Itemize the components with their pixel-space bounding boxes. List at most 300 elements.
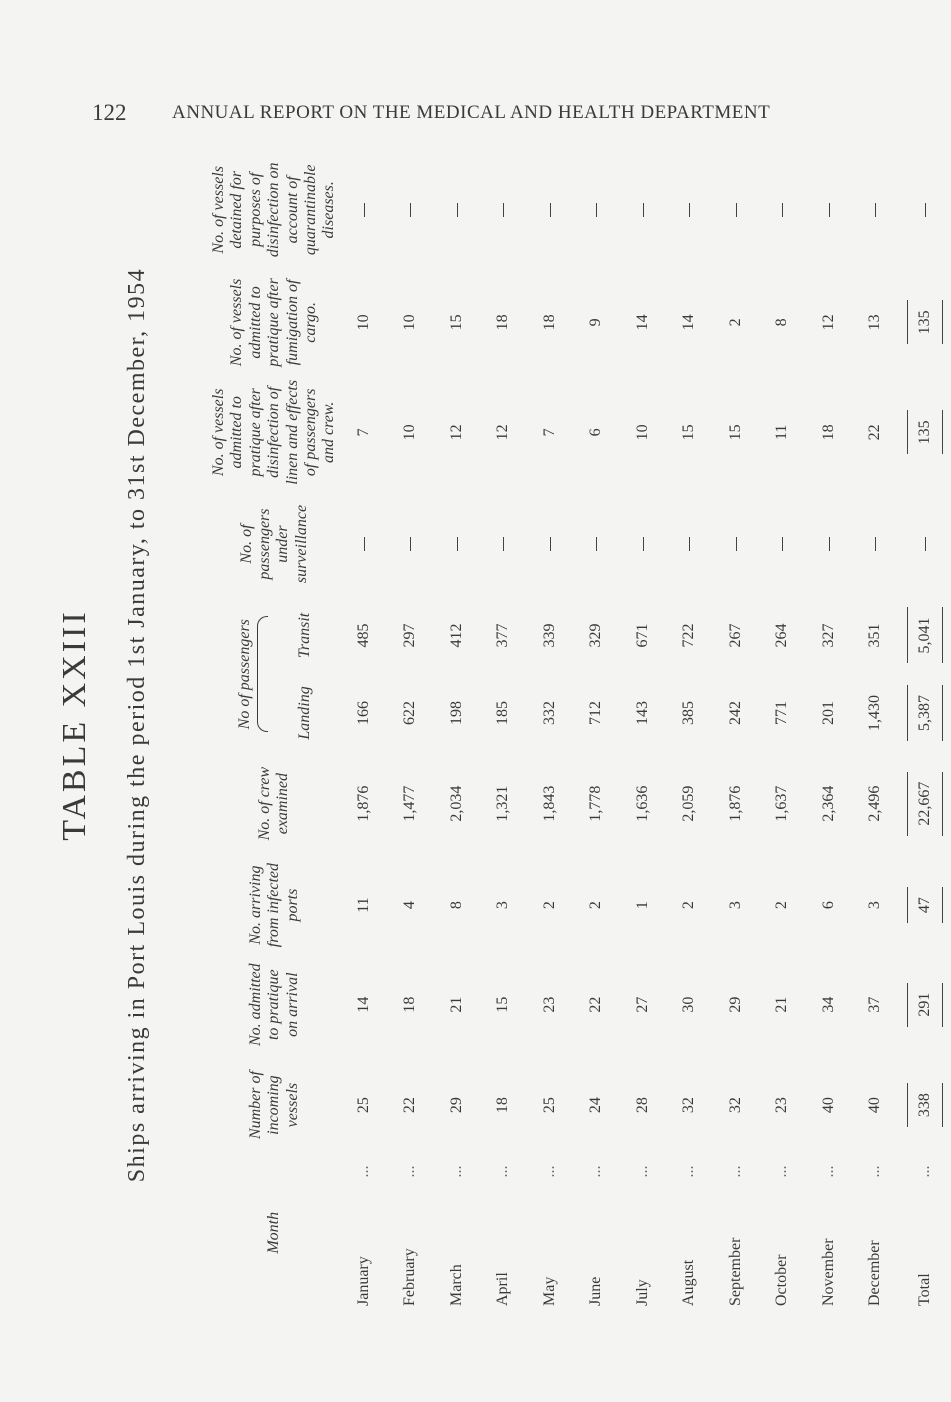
empty-cell-dash [759,491,806,596]
dash-mark [925,203,926,217]
transit-cell [573,597,620,675]
transit-cell [852,597,899,675]
dash-mark [689,537,690,551]
pratique-value: 18 [401,996,419,1013]
disinfection-value: 6 [587,428,605,437]
leader-dots: ... [401,1165,419,1178]
header-brace [257,616,268,732]
fumigation-value: 135 [907,300,943,344]
incoming-value: 25 [540,1097,558,1114]
crew-value: 1,636 [633,785,651,822]
empty-cell-dash [480,148,527,272]
table-row [573,148,620,1310]
running-header: ANNUAL REPORT ON THE MEDICAL AND HEALTH DEPARTMENT [172,102,771,123]
disinfection-value: 10 [401,424,419,441]
empty-cell-dash [387,148,434,272]
dash-mark [689,203,690,217]
disinfection-cell [899,373,951,491]
transit-value: 722 [680,623,698,648]
incoming-cell [759,1055,806,1156]
crew-cell [573,752,620,856]
fumigation-value: 13 [866,314,884,331]
header-detained: No. of vessels detained for purposes of disinfection on account of quarantinable diseases. [210,162,338,258]
landing-cell [480,674,527,752]
transit-cell [899,597,951,675]
fumigation-cell [573,272,620,374]
table-row [387,148,434,1310]
crew-value: 1,876 [354,785,372,822]
fumigation-value: 9 [587,318,605,327]
leader-dots: ... [633,1165,651,1178]
landing-cell [387,674,434,752]
disinfection-cell [480,373,527,491]
incoming-cell [434,1055,481,1156]
fumigation-cell [899,272,951,374]
table-row [713,148,760,1310]
month-cell: September [726,1237,744,1306]
incoming-value: 24 [587,1097,605,1114]
month-cell: Total [915,1273,933,1306]
incoming-value: 25 [354,1097,372,1114]
dash-mark [410,537,411,551]
empty-cell-dash [899,148,951,272]
disinfection-cell [573,373,620,491]
empty-cell-dash [806,148,853,272]
transit-cell [341,597,388,675]
header-passengers-group [208,597,294,752]
fumigation-value: 18 [494,314,512,331]
leader-dots: ... [726,1165,744,1178]
pratique-cell [852,955,899,1055]
crew-value: 1,778 [587,785,605,822]
page-number: 122 [92,100,127,125]
landing-value: 185 [494,700,512,725]
infected-value: 3 [494,901,512,910]
empty-cell-dash [713,148,760,272]
transit-cell [480,597,527,675]
transit-cell [434,597,481,675]
pratique-value: 21 [773,996,791,1013]
infected-cell [434,856,481,955]
landing-value: 332 [540,700,558,725]
crew-cell [713,752,760,856]
fumigation-value: 18 [540,314,558,331]
month-cell: November [819,1238,837,1306]
fumigation-cell [852,272,899,374]
crew-value: 1,321 [494,785,512,822]
dash-mark [782,203,783,217]
dash-mark [736,203,737,217]
dash-mark [457,537,458,551]
crew-value: 1,477 [401,785,419,822]
transit-value: 671 [633,623,651,648]
fumigation-cell [666,272,713,374]
landing-value: 143 [633,700,651,725]
dash-mark [596,537,597,551]
empty-cell-dash [341,491,388,596]
infected-cell [341,856,388,955]
incoming-cell [341,1055,388,1156]
transit-cell [620,597,667,675]
transit-value: 267 [726,623,744,648]
pratique-cell [341,955,388,1055]
infected-value: 6 [819,901,837,910]
disinfection-value: 135 [907,410,943,454]
fumigation-value: 15 [447,314,465,331]
month-cell: March [447,1264,465,1306]
landing-value: 385 [680,700,698,725]
leader-dots: ... [447,1165,465,1178]
dash-mark [410,203,411,217]
infected-value: 47 [907,887,943,923]
transit-value: 327 [819,623,837,648]
dash-mark [550,537,551,551]
crew-cell [480,752,527,856]
dash-mark [503,537,504,551]
transit-cell [713,597,760,675]
infected-cell [713,856,760,955]
empty-cell-dash [620,491,667,596]
pratique-value: 30 [680,996,698,1013]
empty-cell-dash [759,148,806,272]
incoming-value: 23 [773,1097,791,1114]
disinfection-value: 11 [773,424,791,441]
crew-value: 1,843 [540,785,558,822]
month-cell: February [401,1248,419,1306]
pratique-value: 14 [354,996,372,1013]
month-cell: August [680,1259,698,1306]
dash-mark [364,203,365,217]
crew-cell [806,752,853,856]
header-surveillance: No. of passengers under surveillance [237,504,310,584]
crew-value: 2,059 [680,785,698,822]
pratique-value: 23 [540,996,558,1013]
infected-cell [759,856,806,955]
pratique-value: 21 [447,996,465,1013]
table-row [341,148,388,1310]
transit-cell [759,597,806,675]
landing-value: 771 [773,700,791,725]
infected-value: 2 [540,901,558,910]
leader-dots: ... [354,1165,372,1178]
transit-cell [527,597,574,675]
table-row [620,148,667,1310]
dash-mark [875,537,876,551]
incoming-value: 29 [447,1097,465,1114]
transit-value: 329 [587,623,605,648]
transit-cell [666,597,713,675]
fumigation-cell [806,272,853,374]
pratique-value: 29 [726,996,744,1013]
empty-cell-dash [852,491,899,596]
empty-cell-dash [666,148,713,272]
transit-cell [387,597,434,675]
crew-cell [341,752,388,856]
fumigation-cell [713,272,760,374]
fumigation-value: 10 [354,314,372,331]
incoming-cell [387,1055,434,1156]
incoming-cell [620,1055,667,1156]
transit-value: 297 [401,623,419,648]
table-body [341,148,951,1310]
empty-cell-dash [666,491,713,596]
disinfection-cell [713,373,760,491]
leader-dots: ... [587,1165,605,1178]
landing-value: 712 [587,700,605,725]
header-landing: Landing [296,686,314,740]
fumigation-cell [759,272,806,374]
pratique-cell [806,955,853,1055]
disinfection-cell [759,373,806,491]
pratique-cell [713,955,760,1055]
month-cell: April [494,1272,512,1306]
transit-value: 351 [866,623,884,648]
incoming-cell [852,1055,899,1156]
disinfection-cell [341,373,388,491]
dash-mark [643,203,644,217]
header-passengers-label: No of passengers [236,619,254,730]
infected-value: 3 [866,901,884,910]
crew-cell [899,752,951,856]
incoming-cell [527,1055,574,1156]
landing-cell [434,674,481,752]
pratique-cell [480,955,527,1055]
crew-cell [852,752,899,856]
landing-cell [713,674,760,752]
infected-value: 11 [354,897,372,913]
crew-cell [666,752,713,856]
infected-value: 1 [633,901,651,910]
dash-mark [550,203,551,217]
leader-dots: ... [773,1165,791,1178]
incoming-value: 32 [726,1097,744,1114]
header-fumigation: No. of vessels admitted to pratique after fumigation of cargo. [228,278,319,367]
pratique-cell [759,955,806,1055]
landing-cell [666,674,713,752]
pratique-cell [527,955,574,1055]
crew-cell [387,752,434,856]
crew-cell [434,752,481,856]
landing-value: 5,387 [907,685,943,741]
crew-cell [759,752,806,856]
table-label: TABLE XXIII [56,609,93,841]
header-transit: Transit [296,612,314,659]
empty-cell-dash [387,491,434,596]
landing-cell [527,674,574,752]
pratique-value: 15 [494,996,512,1013]
empty-cell-dash [434,148,481,272]
fumigation-value: 8 [773,318,791,327]
crew-cell [620,752,667,856]
landing-cell [573,674,620,752]
header-incoming: Number of incoming vessels [246,1071,301,1140]
empty-cell-dash [852,148,899,272]
landing-cell [759,674,806,752]
landing-cell [806,674,853,752]
fumigation-cell [527,272,574,374]
fumigation-cell [620,272,667,374]
leader-dots: ... [680,1165,698,1178]
incoming-value: 338 [907,1083,943,1127]
transit-value: 5,041 [907,607,943,663]
incoming-value: 32 [680,1097,698,1114]
dash-mark [782,537,783,551]
incoming-cell [899,1055,951,1156]
incoming-value: 22 [401,1097,419,1114]
pratique-value: 37 [866,996,884,1013]
disinfection-value: 18 [819,424,837,441]
disinfection-cell [666,373,713,491]
pratique-cell [666,955,713,1055]
infected-cell [806,856,853,955]
dash-mark [596,203,597,217]
empty-cell-dash [806,491,853,596]
infected-cell [573,856,620,955]
table-row [759,148,806,1310]
crew-value: 1,876 [726,785,744,822]
table-caption: Ships arriving in Port Louis during the period 1st January, to 31st December, 1954 [124,267,150,1183]
fumigation-cell [341,272,388,374]
empty-cell-dash [434,491,481,596]
infected-value: 8 [447,901,465,910]
dash-mark [643,537,644,551]
empty-cell-dash [341,148,388,272]
infected-value: 2 [680,901,698,910]
pratique-cell [434,955,481,1055]
landing-value: 242 [726,700,744,725]
empty-cell-dash [527,491,574,596]
leader-dots: ... [540,1165,558,1178]
disinfection-value: 22 [866,424,884,441]
infected-value: 2 [773,901,791,910]
fumigation-value: 14 [633,314,651,331]
empty-cell-dash [480,491,527,596]
transit-cell [806,597,853,675]
pratique-cell [573,955,620,1055]
ships-table [208,148,951,1310]
landing-cell [620,674,667,752]
infected-cell [620,856,667,955]
infected-cell [666,856,713,955]
disinfection-value: 12 [494,424,512,441]
disinfection-value: 15 [680,424,698,441]
fumigation-cell [434,272,481,374]
month-cell: January [354,1256,372,1306]
pratique-value: 34 [819,996,837,1013]
fumigation-value: 2 [726,318,744,327]
disinfection-value: 7 [354,428,372,437]
disinfection-value: 12 [447,424,465,441]
disinfection-cell [806,373,853,491]
fumigation-value: 12 [819,314,837,331]
table-row [666,148,713,1310]
month-cell: May [540,1276,558,1306]
disinfection-cell [387,373,434,491]
disinfection-cell [620,373,667,491]
empty-cell-dash [527,148,574,272]
header-crew: No. of crew examined [255,766,292,841]
infected-value: 3 [726,901,744,910]
landing-value: 198 [447,700,465,725]
table-row [806,148,853,1310]
transit-value: 485 [354,623,372,648]
crew-value: 2,364 [819,785,837,822]
dash-mark [736,537,737,551]
pratique-value: 291 [907,983,943,1027]
landing-value: 1,430 [866,694,884,731]
infected-value: 4 [401,901,419,910]
empty-cell-dash [573,491,620,596]
disinfection-cell [434,373,481,491]
crew-cell [527,752,574,856]
rotated-table-page [50,140,933,1310]
pratique-cell [387,955,434,1055]
disinfection-cell [527,373,574,491]
month-cell: June [587,1276,605,1306]
month-cell: October [773,1254,791,1306]
incoming-cell [480,1055,527,1156]
crew-value: 1,637 [773,785,791,822]
incoming-cell [713,1055,760,1156]
pratique-cell [620,955,667,1055]
table-row [480,148,527,1310]
disinfection-value: 10 [633,424,651,441]
transit-value: 264 [773,623,791,648]
incoming-cell [573,1055,620,1156]
empty-cell-dash [573,148,620,272]
disinfection-value: 7 [540,428,558,437]
empty-cell-dash [899,491,951,596]
header-infected: No. arriving from infected ports [246,862,301,948]
incoming-cell [666,1055,713,1156]
dash-mark [829,203,830,217]
empty-cell-dash [620,148,667,272]
leader-dots: ... [819,1165,837,1178]
header-pratique: No. admitted to pratique on arrival [246,963,301,1047]
crew-value: 2,496 [866,785,884,822]
transit-value: 377 [494,623,512,648]
fumigation-cell [480,272,527,374]
header-disinfection: No. of vessels admitted to pratique after disinfection of linen and effects of passengers and crew. [210,379,338,485]
transit-value: 339 [540,623,558,648]
dash-mark [457,203,458,217]
table-row [852,148,899,1310]
empty-cell-dash [713,491,760,596]
landing-cell [852,674,899,752]
dash-mark [925,537,926,551]
infected-cell [527,856,574,955]
dash-mark [875,203,876,217]
disinfection-cell [852,373,899,491]
transit-value: 412 [447,623,465,648]
landing-value: 201 [819,700,837,725]
infected-cell [480,856,527,955]
incoming-value: 18 [494,1097,512,1114]
fumigation-value: 10 [401,314,419,331]
leader-dots: ... [494,1165,512,1178]
infected-cell [852,856,899,955]
table-row [527,148,574,1310]
infected-value: 2 [587,901,605,910]
incoming-cell [806,1055,853,1156]
pratique-value: 27 [633,996,651,1013]
header-month: Month [265,1211,283,1254]
disinfection-value: 15 [726,424,744,441]
incoming-value: 28 [633,1097,651,1114]
month-cell: July [633,1279,651,1306]
landing-cell [341,674,388,752]
fumigation-cell [387,272,434,374]
